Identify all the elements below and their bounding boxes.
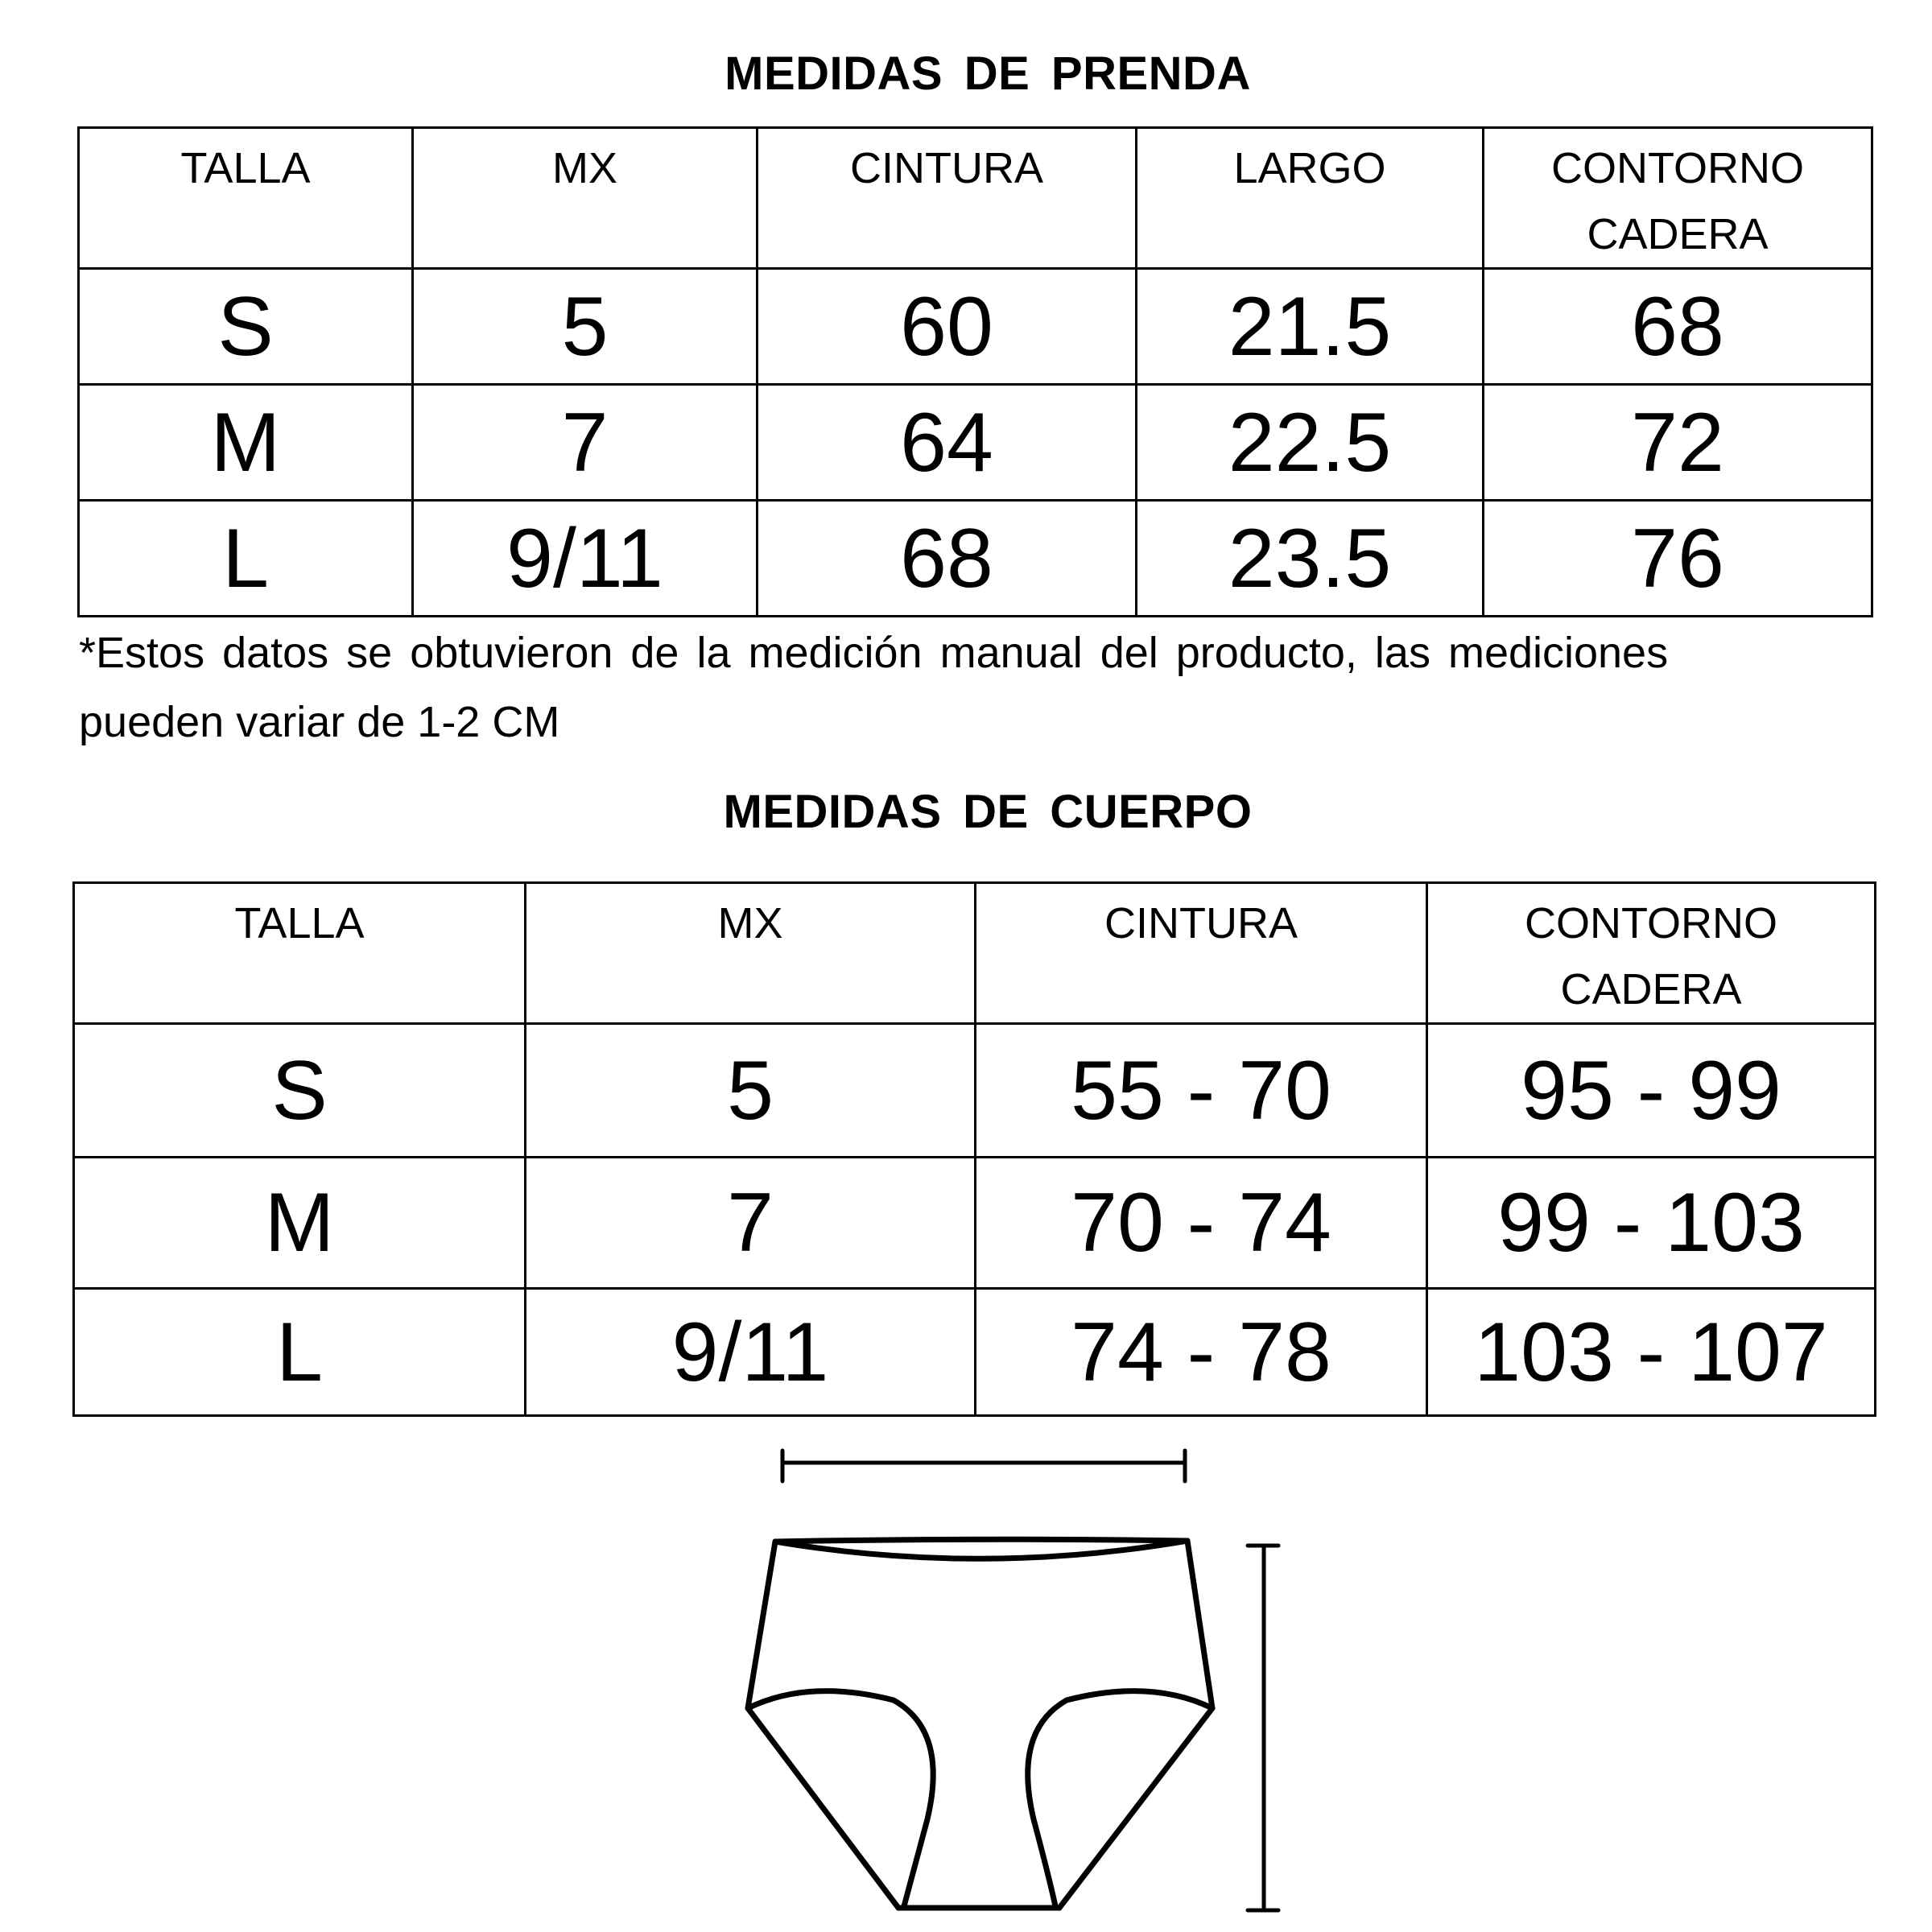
cell-contorno-cadera: 95 - 99: [1427, 1024, 1876, 1158]
header-contorno-cadera: CONTORNO CADERA: [1484, 128, 1872, 269]
cell-talla: S: [74, 1024, 526, 1158]
cell-contorno-cadera: 76: [1484, 501, 1872, 617]
body-measurements-table: [72, 881, 1876, 1417]
garment-measurements-title: MEDIDAS DE PRENDA: [724, 47, 1251, 100]
cell-mx: 5: [413, 269, 758, 385]
cell-mx: 9/11: [413, 501, 758, 617]
garment-measurements-table: [77, 126, 1873, 617]
header-talla: TALLA: [74, 883, 526, 1024]
length-dimension-line: [1248, 1546, 1278, 1910]
header-cintura: CINTURA: [976, 883, 1427, 1024]
garment-outline: [748, 1539, 1212, 1908]
cell-talla: M: [74, 1158, 526, 1289]
cell-largo: 22.5: [1137, 385, 1484, 501]
cell-cintura: 74 - 78: [976, 1289, 1427, 1416]
cell-mx: 7: [526, 1158, 976, 1289]
waist-dimension-line: [782, 1451, 1185, 1481]
table-row: [74, 1158, 1876, 1289]
cell-contorno-cadera: 72: [1484, 385, 1872, 501]
header-contorno-cadera: CONTORNO CADERA: [1427, 883, 1876, 1024]
cell-talla: L: [74, 1289, 526, 1416]
cell-cintura: 70 - 74: [976, 1158, 1427, 1289]
header-talla: TALLA: [79, 128, 413, 269]
table-header-row: [79, 128, 1872, 269]
header-cintura: CINTURA: [758, 128, 1137, 269]
table-row: [79, 269, 1872, 385]
cell-cintura: 60: [758, 269, 1137, 385]
cell-largo: 23.5: [1137, 501, 1484, 617]
table-header-row: [74, 883, 1876, 1024]
body-measurements-title: MEDIDAS DE CUERPO: [723, 786, 1253, 838]
cell-mx: 9/11: [526, 1289, 976, 1416]
table-row: [79, 501, 1872, 617]
cell-cintura: 64: [758, 385, 1137, 501]
underwear-measurement-icon: [724, 1433, 1304, 1932]
note-line-1: *Estos datos se obtuvieron de la medición manual del producto, las mediciones: [79, 629, 1669, 677]
cell-contorno-cadera: 103 - 107: [1427, 1289, 1876, 1416]
table-row: [74, 1024, 1876, 1158]
cell-talla: M: [79, 385, 413, 501]
cell-cintura: 68: [758, 501, 1137, 617]
cell-largo: 21.5: [1137, 269, 1484, 385]
header-largo: LARGO: [1137, 128, 1484, 269]
cell-mx: 5: [526, 1024, 976, 1158]
cell-mx: 7: [413, 385, 758, 501]
measurement-note: [79, 618, 1866, 757]
header-mx: MX: [413, 128, 758, 269]
cell-talla: L: [79, 501, 413, 617]
header-mx: MX: [526, 883, 976, 1024]
cell-contorno-cadera: 68: [1484, 269, 1872, 385]
cell-talla: S: [79, 269, 413, 385]
table-row: [79, 385, 1872, 501]
cell-cintura: 55 - 70: [976, 1024, 1427, 1158]
table-row: [74, 1289, 1876, 1416]
cell-contorno-cadera: 99 - 103: [1427, 1158, 1876, 1289]
note-line-2: pueden variar de 1-2 CM: [79, 698, 560, 746]
